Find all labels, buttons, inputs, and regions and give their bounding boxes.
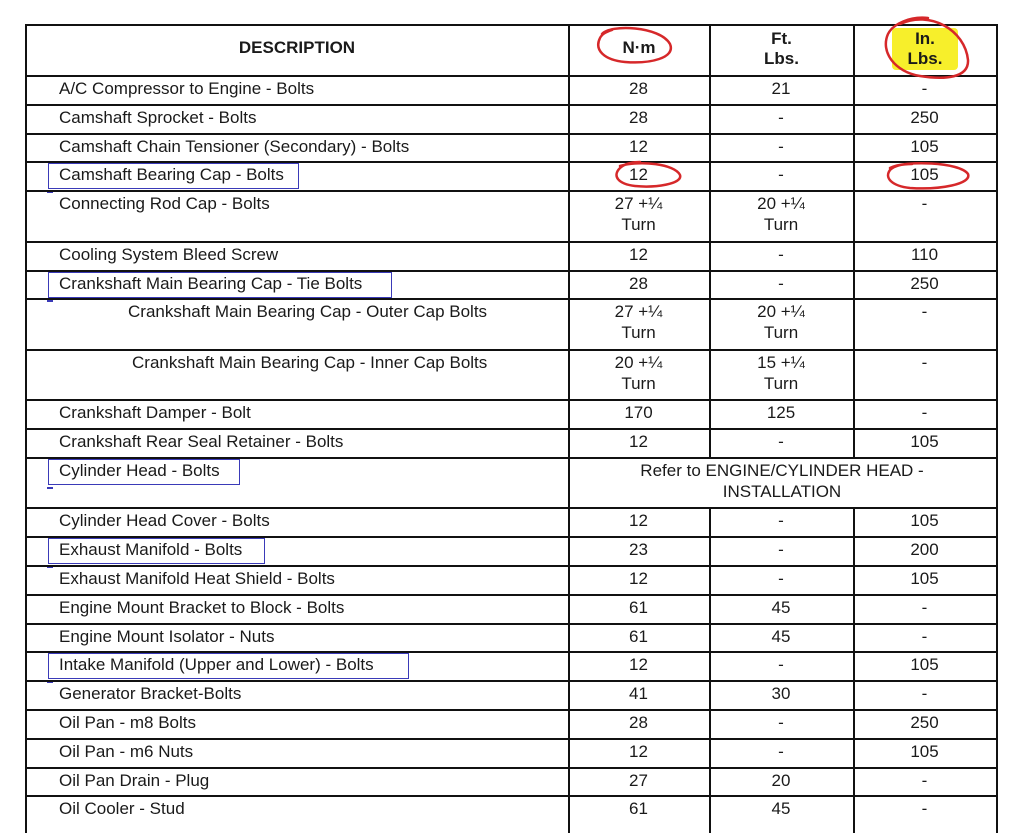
highlight-box	[48, 163, 299, 189]
row-description: Crankshaft Main Bearing Cap - Outer Cap Bolts	[128, 302, 488, 322]
row-ft-lbs-value	[709, 244, 853, 265]
row-in-lbs-value	[853, 402, 996, 423]
row-nm-value-line: 20 +¼	[614, 352, 663, 372]
row-nm-value-line: 28	[629, 713, 648, 732]
row-nm-value	[568, 683, 709, 704]
row-ft-lbs-value-line: -	[778, 273, 784, 293]
row-ft-lbs-value-line: -	[778, 432, 784, 452]
row-description: Cooling System Bleed Screw	[59, 244, 279, 264]
row-ft-lbs-value	[709, 136, 853, 157]
row-in-lbs-value	[853, 539, 996, 560]
row-description: Crankshaft Rear Seal Retainer - Bolts	[59, 432, 344, 452]
row-in-lbs-value	[853, 352, 996, 373]
span-note-line: Refer to ENGINE/CYLINDER HEAD -	[640, 460, 924, 480]
box-tick	[47, 487, 53, 489]
row-nm-value	[568, 568, 709, 589]
row-in-lbs-value	[853, 626, 996, 647]
row-in-lbs-value-line: -	[921, 799, 928, 819]
row-in-lbs-value-line: 250	[910, 713, 939, 732]
row-description: Generator Bracket-Bolts	[59, 684, 242, 704]
row-ft-lbs-value	[709, 741, 853, 762]
row-description: Oil Pan - m8 Bolts	[59, 713, 196, 732]
row-ft-lbs-value	[709, 107, 853, 128]
row-in-lbs-value	[853, 770, 996, 791]
row-nm-value-line: 27	[629, 770, 648, 790]
row-ft-lbs-value	[709, 193, 853, 235]
row-ft-lbs-value-line: -	[778, 655, 784, 675]
row-nm-value-line: 61	[629, 799, 648, 819]
row-nm-value-line: 170	[624, 403, 653, 423]
row-ft-lbs-value-line: -	[778, 713, 784, 732]
row-nm-value	[568, 136, 709, 157]
row-nm-value	[568, 770, 709, 791]
row-ft-lbs-value	[709, 712, 853, 733]
row-ft-lbs-value-line: 125	[766, 403, 796, 423]
row-in-lbs-value	[853, 597, 996, 618]
highlight-box	[48, 653, 409, 679]
row-ft-lbs-value-line: -	[778, 165, 784, 185]
row-in-lbs-value-line: 105	[910, 655, 939, 675]
row-in-lbs-value-line: 105	[910, 511, 939, 531]
row-ft-lbs-value	[709, 164, 853, 185]
row-description: Camshaft Bearing Cap - Bolts	[59, 165, 284, 185]
row-in-lbs-value-line: -	[921, 352, 928, 372]
header-nm: N·m	[622, 38, 656, 57]
row-ft-lbs-value-line: -	[778, 136, 784, 156]
row-nm-value-line: 61	[629, 597, 648, 617]
row-nm-value-line: 12	[629, 432, 648, 452]
row-in-lbs-value	[853, 798, 996, 819]
box-tick	[47, 682, 53, 684]
row-in-lbs-value-line: 250	[910, 273, 939, 293]
header-in-lbs-line1: In.	[915, 29, 935, 48]
row-in-lbs-value	[853, 193, 996, 214]
row-description: Camshaft Sprocket - Bolts	[59, 107, 257, 127]
row-nm-value	[568, 431, 709, 452]
row-in-lbs-value	[853, 683, 996, 704]
row-description: Intake Manifold (Upper and Lower) - Bolts	[59, 655, 374, 675]
row-nm-value-line: 27 +¼	[614, 194, 663, 214]
row-in-lbs-value-line: -	[921, 770, 928, 790]
row-in-lbs-value-line: 250	[910, 107, 939, 127]
span-note-line: INSTALLATION	[722, 481, 842, 501]
row-ft-lbs-value	[709, 78, 853, 99]
row-nm-value	[568, 78, 709, 99]
row-ft-lbs-value	[709, 798, 853, 819]
row-ft-lbs-value	[709, 597, 853, 618]
row-in-lbs-value-line: -	[921, 302, 928, 322]
row-description: Connecting Rod Cap - Bolts	[59, 194, 270, 214]
row-ft-lbs-value	[709, 626, 853, 647]
row-nm-value-line: 27 +¼	[614, 302, 663, 322]
row-ft-lbs-value	[709, 539, 853, 560]
row-ft-lbs-value-line: 20 +¼	[757, 302, 805, 322]
row-nm-value-line: 61	[629, 626, 648, 646]
row-in-lbs-value-line: 110	[910, 244, 939, 264]
row-nm-value	[568, 193, 709, 235]
row-nm-value	[568, 741, 709, 762]
row-nm-value-line: 28	[629, 107, 648, 127]
row-in-lbs-value-line: 105	[910, 165, 939, 185]
row-ft-lbs-value	[709, 568, 853, 589]
row-in-lbs-value-line: -	[921, 194, 928, 214]
header-ft-lbs-line1: Ft.	[771, 29, 792, 48]
row-ft-lbs-value-line: 45	[771, 799, 791, 819]
header-description: DESCRIPTION	[238, 38, 356, 57]
row-nm-value-line: 12	[629, 569, 648, 588]
row-ft-lbs-value-line: Turn	[763, 215, 799, 235]
row-description: Crankshaft Main Bearing Cap - Inner Cap Bolts	[132, 352, 488, 372]
row-nm-value	[568, 626, 709, 647]
row-nm-value	[568, 273, 709, 294]
row-description: Oil Cooler - Stud	[59, 799, 185, 819]
header-ft-lbs	[710, 29, 853, 69]
row-ft-lbs-value	[709, 431, 853, 452]
row-ft-lbs-value-line: -	[778, 540, 784, 560]
row-ft-lbs-value-line: Turn	[763, 323, 799, 343]
column-divider	[996, 24, 998, 833]
row-in-lbs-value	[853, 741, 996, 762]
row-description: Cylinder Head Cover - Bolts	[59, 511, 270, 531]
row-nm-value-line: 12	[629, 511, 648, 531]
row-ft-lbs-value	[709, 770, 853, 791]
row-nm-value	[568, 301, 709, 343]
row-span-note	[568, 460, 996, 502]
row-description: A/C Compressor to Engine - Bolts	[59, 79, 315, 98]
row-nm-value	[568, 510, 709, 531]
row-nm-value-line: 12	[629, 741, 648, 761]
row-in-lbs-value-line: 105	[910, 741, 939, 761]
highlight-box	[48, 459, 240, 485]
row-nm-value-line: 41	[629, 684, 648, 704]
row-description: Exhaust Manifold Heat Shield - Bolts	[59, 569, 335, 588]
box-tick	[47, 300, 53, 302]
row-nm-value-line: 23	[629, 540, 648, 560]
row-description: Camshaft Chain Tensioner (Secondary) - Bolts	[59, 136, 410, 156]
row-description: Crankshaft Main Bearing Cap - Tie Bolts	[59, 273, 363, 293]
row-in-lbs-value	[853, 510, 996, 531]
row-in-lbs-value	[853, 431, 996, 452]
row-description: Cylinder Head - Bolts	[59, 460, 220, 480]
row-nm-value	[568, 597, 709, 618]
row-ft-lbs-value	[709, 352, 853, 394]
row-ft-lbs-value-line: 15 +¼	[757, 352, 805, 372]
row-ft-lbs-value	[709, 510, 853, 531]
row-in-lbs-value-line: -	[921, 597, 928, 617]
row-nm-value-line: 12	[629, 136, 648, 156]
header-ft-lbs-line2: Lbs.	[764, 49, 799, 68]
row-nm-value	[568, 164, 709, 185]
row-ft-lbs-value	[709, 654, 853, 675]
row-ft-lbs-value-line: 20	[771, 770, 791, 790]
row-nm-value-line: Turn	[621, 323, 656, 343]
row-ft-lbs-value-line: -	[778, 741, 784, 761]
row-in-lbs-value-line: -	[921, 403, 928, 423]
row-nm-value	[568, 402, 709, 423]
row-ft-lbs-value-line: 45	[771, 626, 791, 646]
row-ft-lbs-value-line: 30	[771, 684, 791, 704]
row-ft-lbs-value-line: -	[778, 569, 784, 588]
row-description: Oil Pan Drain - Plug	[59, 770, 210, 790]
row-nm-value-line: Turn	[621, 215, 656, 235]
row-nm-value-line: 28	[629, 79, 648, 98]
row-nm-value	[568, 712, 709, 733]
row-in-lbs-value	[853, 164, 996, 185]
row-description: Crankshaft Damper - Bolt	[59, 403, 251, 423]
row-nm-value-line: 12	[629, 655, 648, 675]
row-in-lbs-value-line: -	[921, 684, 928, 704]
row-in-lbs-value-line: -	[921, 79, 928, 98]
row-nm-value	[568, 798, 709, 819]
row-in-lbs-value	[853, 107, 996, 128]
column-divider	[25, 24, 27, 833]
row-in-lbs-value	[853, 568, 996, 589]
box-tick	[47, 567, 53, 569]
row-in-lbs-value-line: 200	[910, 540, 939, 560]
row-nm-value-line: 12	[629, 244, 648, 264]
row-description: Engine Mount Isolator - Nuts	[59, 626, 275, 646]
row-description: Exhaust Manifold - Bolts	[59, 540, 243, 560]
row-in-lbs-value-line: 105	[910, 136, 939, 156]
row-ft-lbs-value-line: -	[778, 244, 784, 264]
row-ft-lbs-value-line: Turn	[763, 373, 799, 393]
row-nm-value	[568, 539, 709, 560]
row-in-lbs-value	[853, 78, 996, 99]
row-ft-lbs-value-line: 20 +¼	[757, 194, 805, 214]
highlight-box	[48, 538, 265, 564]
row-in-lbs-value	[853, 654, 996, 675]
row-in-lbs-value-line: 105	[910, 569, 939, 588]
row-nm-value-line: 28	[629, 273, 648, 293]
row-nm-value-line: 12	[629, 165, 648, 185]
row-in-lbs-value	[853, 301, 996, 322]
row-ft-lbs-value-line: -	[778, 107, 784, 127]
row-nm-value	[568, 107, 709, 128]
row-in-lbs-value	[853, 712, 996, 733]
row-in-lbs-value	[853, 244, 996, 265]
row-description: Oil Pan - m6 Nuts	[59, 741, 194, 761]
row-ft-lbs-value	[709, 402, 853, 423]
header-in-lbs-line2: Lbs.	[907, 49, 943, 68]
row-ft-lbs-value	[709, 273, 853, 294]
row-ft-lbs-value-line: -	[778, 511, 784, 531]
row-in-lbs-value-line: -	[921, 626, 928, 646]
row-ft-lbs-value	[709, 683, 853, 704]
row-nm-value	[568, 244, 709, 265]
row-nm-value	[568, 654, 709, 675]
row-in-lbs-value	[853, 136, 996, 157]
row-ft-lbs-value	[709, 301, 853, 343]
box-tick	[47, 192, 53, 194]
row-ft-lbs-value-line: 45	[771, 597, 791, 617]
row-nm-value-line: Turn	[621, 373, 656, 393]
row-nm-value	[568, 352, 709, 394]
highlight-box	[48, 272, 392, 298]
row-in-lbs-value	[853, 273, 996, 294]
header-in-lbs	[854, 29, 996, 69]
row-ft-lbs-value-line: 21	[771, 79, 791, 98]
row-in-lbs-value-line: 105	[910, 432, 939, 452]
row-description: Engine Mount Bracket to Block - Bolts	[59, 597, 345, 617]
